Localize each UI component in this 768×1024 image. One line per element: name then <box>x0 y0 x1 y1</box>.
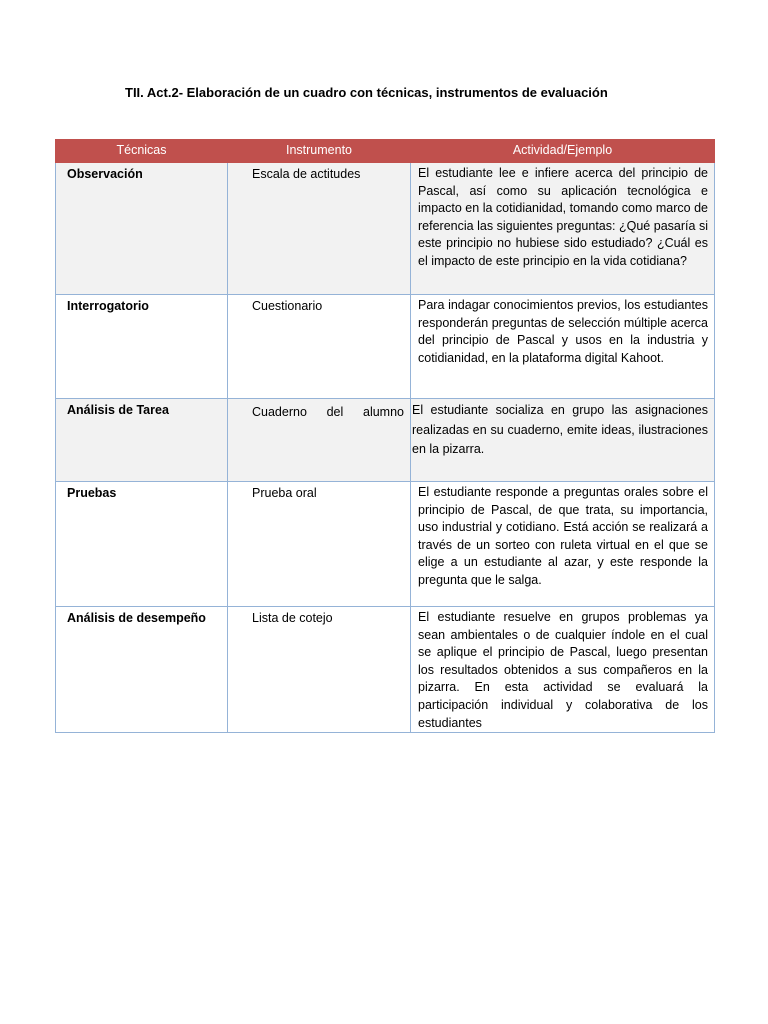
cell-tecnica: Análisis de Tarea <box>56 399 228 482</box>
table-row <box>56 295 715 399</box>
cell-tecnica: Interrogatorio <box>56 295 228 399</box>
table-header-row <box>56 140 715 163</box>
cell-actividad: El estudiante resuelve en grupos problemas ya sean ambientales o de cualquier índole en el cual se aplique el principio de Pascal, luego presentan los resultados obtenidos a sus compañeros en la pizarra. En esta actividad se evaluará la participación individual y colaborativa de los estudiantes <box>411 607 715 733</box>
table-row <box>56 482 715 607</box>
cell-actividad: El estudiante lee e infiere acerca del principio de Pascal, así como su aplicación tecnológica e impacto en la cotidianidad, tomando como marco de referencia las siguientes preguntas: ¿Qué pasaría si este principio no hubiese sido estudiado? ¿Cuál es el impacto de este principio en la vida cotidiana? <box>411 163 715 295</box>
cell-instrumento: Lista de cotejo <box>228 607 411 733</box>
table-row <box>56 607 715 733</box>
cell-actividad: Para indagar conocimientos previos, los estudiantes responderán preguntas de selección múltiple acerca del principio de Pascal y usos en la industria y cotidianidad, en la plataforma digital Kahoot. <box>411 295 715 399</box>
table-row <box>56 399 715 482</box>
cell-actividad: El estudiante responde a preguntas orales sobre el principio de Pascal, de que trata, su importancia, uso industrial y cotidiano. Está acción se realizará a través de un sorteo con ruleta virtual en el que se elige a un estudiante al azar, y este responde la pregunta que le salga. <box>411 482 715 607</box>
instrument-text: Cuaderno del alumno <box>252 405 404 419</box>
cell-tecnica: Observación <box>56 163 228 295</box>
header-actividad: Actividad/Ejemplo <box>411 140 715 163</box>
document-title: TII. Act.2- Elaboración de un cuadro con técnicas, instrumentos de evaluación <box>125 85 608 100</box>
cell-instrumento: Prueba oral <box>228 482 411 607</box>
header-instrumento: Instrumento <box>228 140 411 163</box>
cell-tecnica: Análisis de desempeño <box>56 607 228 733</box>
cell-actividad: El estudiante socializa en grupo las asignaciones realizadas en su cuaderno, emite ideas, ilustraciones en la pizarra. <box>411 399 715 482</box>
header-tecnicas: Técnicas <box>56 140 228 163</box>
cell-instrumento: Escala de actitudes <box>228 163 411 295</box>
evaluation-table <box>55 139 715 733</box>
table-row <box>56 163 715 295</box>
cell-instrumento: Cuestionario <box>228 295 411 399</box>
cell-tecnica: Pruebas <box>56 482 228 607</box>
cell-instrumento <box>228 399 411 482</box>
